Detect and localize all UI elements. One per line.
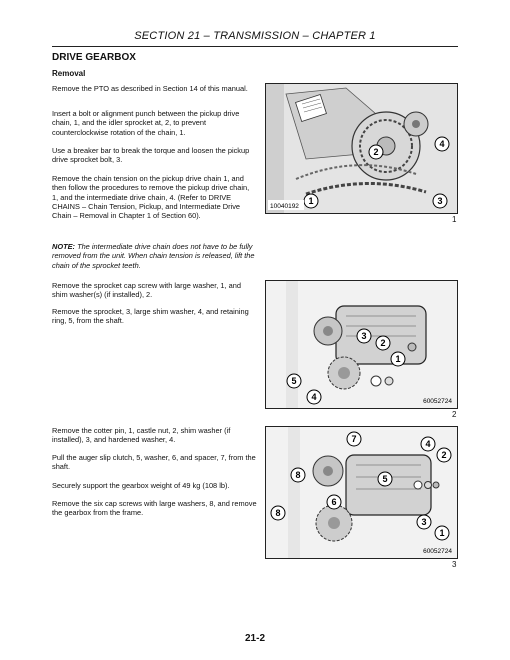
section-title: DRIVE GEARBOX (52, 52, 136, 63)
figure-1-illustration (266, 84, 457, 213)
figure-1-callout (433, 194, 447, 208)
figure-1-callout (369, 145, 383, 159)
paragraph: Use a breaker bar to break the torque and loosen the pickup drive sprocket bolt, 3. (52, 146, 250, 165)
figure-3-callout (271, 506, 285, 520)
figure-2-callout (357, 329, 371, 343)
figure-2-callout (287, 374, 301, 388)
paragraph: Remove the sprocket cap screw with large washer, 1, and shim washer(s) (if installed), 2. (52, 281, 241, 300)
figure-3-callout (435, 526, 449, 540)
figure-1-callout (435, 137, 449, 151)
svg-text:5: 5 (291, 376, 297, 386)
svg-text:1: 1 (395, 354, 401, 364)
figure-3-callout (437, 448, 451, 462)
figure-1-code: 10040192 (270, 203, 299, 210)
paragraph: Insert a bolt or alignment punch between the pickup drive chain, 1, and the idler sprocket at, 2, to prevent counterclockwise rotation of the chain, 1. (52, 109, 240, 137)
figure-1-callout (304, 194, 318, 208)
page-number: 21-2 (244, 633, 265, 644)
header-rule (52, 46, 458, 47)
svg-text:3: 3 (437, 196, 443, 206)
svg-text:4: 4 (439, 139, 445, 149)
svg-text:8: 8 (295, 470, 301, 480)
figure-2-photo (265, 280, 458, 409)
svg-text:3: 3 (361, 331, 367, 341)
paragraph: Remove the sprocket, 3, large shim washer, 4, and retaining ring, 5, from the shaft. (52, 307, 249, 326)
figure-3-photo (265, 426, 458, 559)
paragraph: Pull the auger slip clutch, 5, washer, 6, and spacer, 7, from the shaft. (52, 453, 256, 472)
svg-text:6: 6 (331, 497, 337, 507)
svg-text:4: 4 (425, 439, 431, 449)
svg-text:7: 7 (351, 434, 357, 444)
figure-1-photo (265, 83, 458, 214)
figure-3-code: 60052724 (423, 548, 452, 555)
figure-number: 2 (452, 410, 457, 419)
figure-2-callout (307, 390, 321, 404)
figure-3-callout (291, 468, 305, 482)
svg-text:2: 2 (380, 338, 386, 348)
svg-text:5: 5 (382, 474, 388, 484)
figure-2-code: 60052724 (423, 398, 452, 405)
svg-text:3: 3 (421, 517, 427, 527)
figure-3-callout (417, 515, 431, 529)
svg-text:1: 1 (439, 528, 445, 538)
note-paragraph (52, 242, 257, 270)
figure-number: 1 (452, 215, 457, 224)
figure-3-illustration (266, 427, 457, 558)
svg-text:8: 8 (275, 508, 281, 518)
svg-text:2: 2 (441, 450, 447, 460)
figure-3-callout (327, 495, 341, 509)
svg-text:4: 4 (311, 392, 317, 402)
figure-3-callout (378, 472, 392, 486)
section-header: SECTION 21 – TRANSMISSION – CHAPTER 1 (134, 30, 376, 42)
figure-2-illustration (266, 281, 457, 408)
paragraph: Remove the chain tension on the pickup drive chain 1, and then follow the procedures to remove the pickup drive chain, 1, and the intermediate drive chain, 4. (Refer to DRIVE CHAINS – Chain Tension, Pickup, and Intermediate Drive Chain – Removal in Chapter 1 of Section 60). (52, 174, 250, 221)
note-text: The intermediate drive chain does not have to be fully removed from the unit. When chain tension is released, lift the chain of the sprocket teeth. (52, 242, 255, 270)
svg-text:1: 1 (308, 196, 314, 206)
figure-number: 3 (452, 560, 457, 569)
note-label: NOTE: (52, 242, 75, 251)
paragraph: Remove the six cap screws with large washers, 8, and remove the gearbox from the frame. (52, 499, 257, 518)
paragraph: Remove the cotter pin, 1, castle nut, 2, shim washer (if installed), 3, and hardened washer, 4. (52, 426, 231, 445)
figure-2-callout (376, 336, 390, 350)
paragraph: Securely support the gearbox weight of 49 kg (108 lb). (52, 481, 230, 490)
subsection-title: Removal (52, 69, 86, 78)
figure-3-callout (421, 437, 435, 451)
svg-text:2: 2 (373, 147, 379, 157)
figure-2-callout (391, 352, 405, 366)
paragraph: Remove the PTO as described in Section 14 of this manual. (52, 84, 248, 93)
figure-3-callout (347, 432, 361, 446)
